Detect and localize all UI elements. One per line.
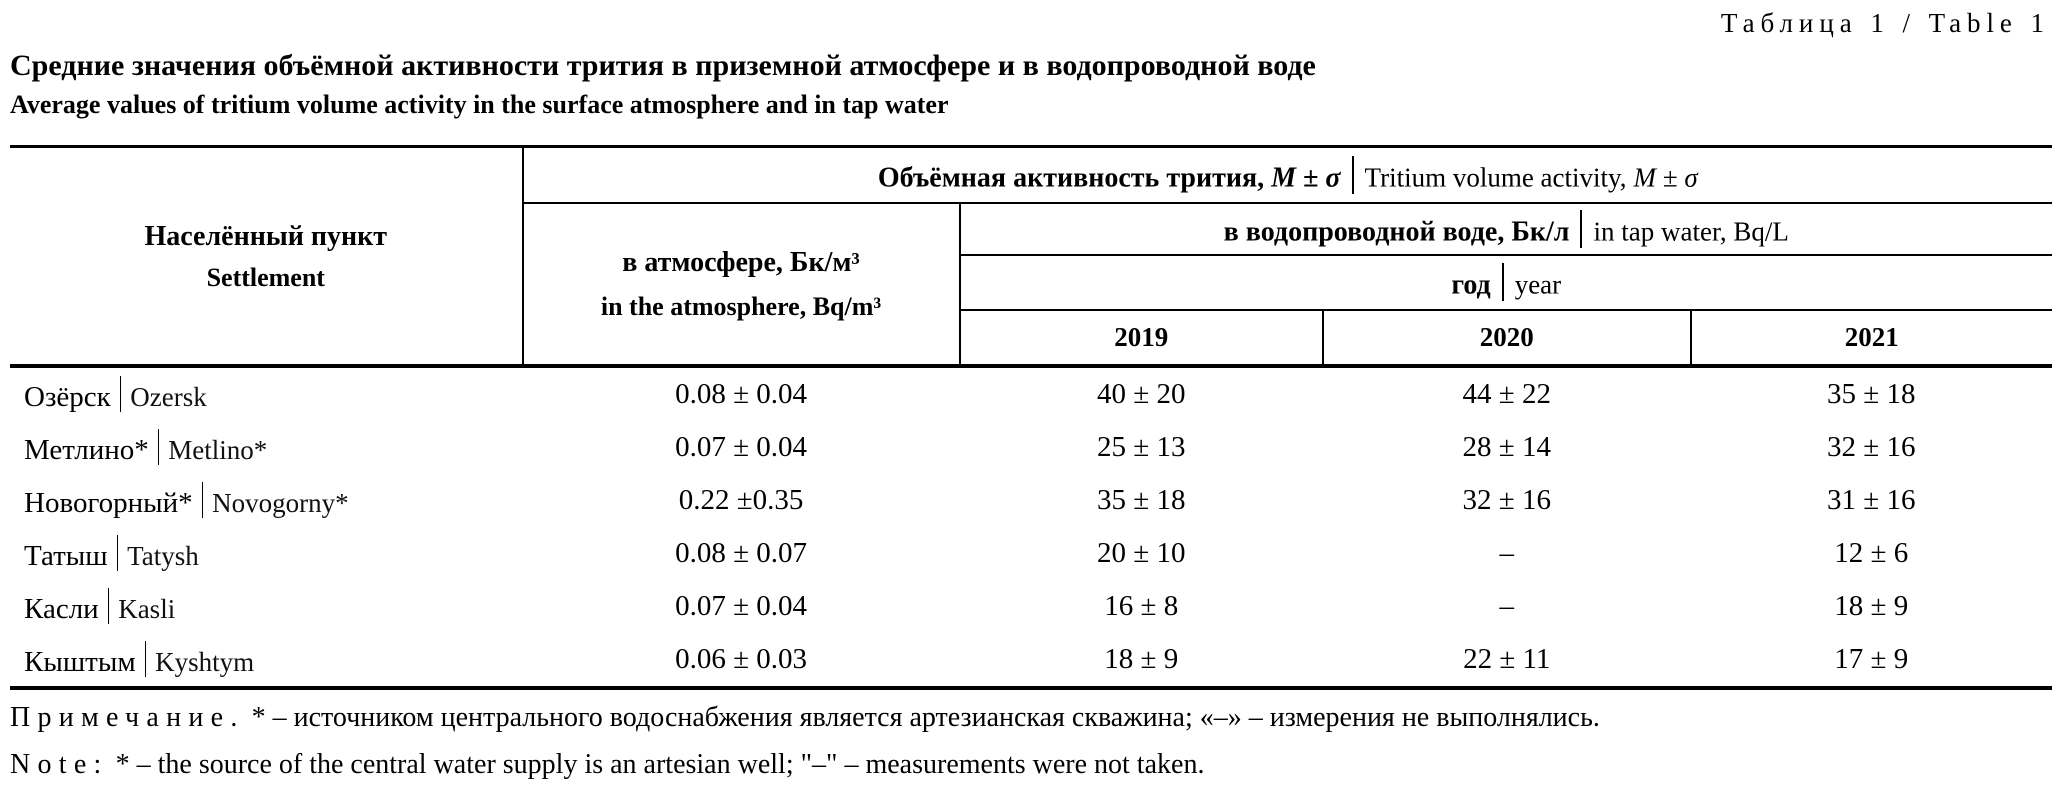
atmosphere-value-cell: 0.22 ±0.35	[678, 484, 804, 516]
value-2021-cell: 18 ± 9	[1834, 590, 1909, 622]
activity-header-cell	[523, 147, 2052, 204]
activity-header-ru: Объёмная активность трития,	[877, 162, 1265, 194]
value-2021-cell: 32 ± 16	[1827, 431, 1916, 463]
atmosphere-header-cell	[523, 203, 960, 366]
value-2019-cell: 40 ± 20	[1097, 378, 1186, 410]
year-header-ru: год	[1451, 269, 1491, 301]
table-number-label: Таблица 1 / Table 1	[1720, 8, 2050, 38]
note-en-label: Note:	[10, 748, 109, 780]
settlement-ru: Касли	[24, 592, 99, 625]
note-ru-text: * – источником центрального водоснабжения является артезианская скважина; «–» – измерения не выполнялись.	[251, 702, 1600, 733]
table-row	[10, 580, 2052, 633]
tapwater-header-ru: в водопроводной воде, Бк/л	[1223, 216, 1570, 248]
value-2021-cell: 12 ± 6	[1834, 537, 1909, 569]
value-2021-cell: 31 ± 16	[1827, 484, 1916, 516]
tapwater-header-en: in tap water, Bq/L	[1593, 216, 1789, 247]
table-row	[10, 633, 2052, 688]
settlement-cell	[10, 421, 523, 474]
year-2021-header: 2021	[1691, 310, 2052, 366]
settlement-en: Metlino*	[168, 434, 268, 465]
note-ru-label: Примечание.	[10, 702, 245, 733]
separator-bar	[117, 535, 119, 571]
value-2019-cell: 20 ± 10	[1097, 537, 1186, 569]
year-header-cell	[960, 255, 2052, 310]
table-body	[10, 366, 2052, 688]
year-2020-header: 2020	[1323, 310, 1691, 366]
note-ru	[10, 699, 2052, 737]
settlement-header-en: Settlement	[206, 262, 325, 292]
value-2020-cell: 28 ± 14	[1462, 431, 1551, 463]
settlement-en: Tatysh	[127, 540, 199, 571]
note-en-text: * – the source of the central water supply is an artesian well; "–" – measurements were not taken.	[115, 748, 1205, 780]
settlement-en: Novogorny*	[212, 487, 349, 518]
value-2021-cell: 35 ± 18	[1827, 378, 1916, 410]
separator-bar	[1502, 263, 1504, 301]
atmosphere-value-cell: 0.08 ± 0.04	[675, 378, 807, 410]
atmosphere-header-ru: в атмосфере, Бк/м³	[622, 246, 860, 278]
separator-bar	[120, 376, 122, 412]
value-2020-cell: 22 ± 11	[1463, 643, 1551, 675]
header-row-activity	[10, 147, 2052, 204]
settlement-ru: Метлино*	[24, 433, 149, 466]
value-2019-cell: 35 ± 18	[1097, 484, 1186, 516]
settlement-ru: Кыштым	[24, 645, 136, 678]
settlement-cell	[10, 580, 523, 633]
activity-msigma-ru: M ± σ	[1271, 162, 1341, 194]
settlement-cell	[10, 366, 523, 421]
table-title-ru: Средние значения объёмной активности трития в приземной атмосфере и в водопроводной воде	[10, 49, 1316, 82]
table-row	[10, 527, 2052, 580]
table-header	[10, 147, 2052, 367]
separator-bar	[145, 641, 147, 677]
separator-bar	[202, 482, 204, 518]
settlement-cell	[10, 527, 523, 580]
settlement-en: Kasli	[118, 593, 176, 624]
activity-msigma-en: M ± σ	[1633, 162, 1698, 193]
value-2020-cell: 32 ± 16	[1462, 484, 1551, 516]
settlement-en: Ozersk	[130, 381, 207, 412]
table-row	[10, 474, 2052, 527]
atmosphere-value-cell: 0.07 ± 0.04	[675, 590, 807, 622]
value-2020-cell: –	[1499, 590, 1514, 622]
activity-header-en: Tritium volume activity,	[1364, 162, 1627, 193]
separator-bar	[108, 588, 110, 624]
value-2020-cell: –	[1499, 537, 1514, 569]
year-header-en: year	[1514, 269, 1562, 300]
settlement-header-ru: Населённый пункт	[144, 220, 388, 252]
separator-bar	[1352, 156, 1354, 194]
value-2019-cell: 25 ± 13	[1097, 431, 1186, 463]
tritium-table	[10, 145, 2052, 690]
settlement-cell	[10, 474, 523, 527]
value-2019-cell: 18 ± 9	[1104, 643, 1179, 675]
settlement-ru: Новогорный*	[24, 486, 193, 519]
year-2019-header: 2019	[960, 310, 1323, 366]
separator-bar	[1580, 210, 1582, 248]
settlement-ru: Татыш	[24, 539, 108, 572]
table-title-en: Average values of tritium volume activity in the surface atmosphere and in tap water	[10, 89, 949, 119]
atmosphere-value-cell: 0.08 ± 0.07	[675, 537, 807, 569]
atmosphere-value-cell: 0.07 ± 0.04	[675, 431, 807, 463]
settlement-ru: Озёрск	[24, 380, 111, 413]
table-row	[10, 421, 2052, 474]
atmosphere-header-en: in the atmosphere, Bq/m³	[600, 291, 882, 321]
settlement-en: Kyshtym	[155, 646, 255, 677]
settlement-header-cell	[10, 147, 523, 367]
value-2021-cell: 17 ± 9	[1834, 643, 1909, 675]
note-en	[10, 746, 2052, 784]
atmosphere-value-cell: 0.06 ± 0.03	[675, 643, 807, 675]
value-2020-cell: 44 ± 22	[1462, 378, 1551, 410]
settlement-cell	[10, 633, 523, 688]
separator-bar	[158, 429, 160, 465]
tapwater-header-cell	[960, 203, 2052, 255]
table-row	[10, 366, 2052, 421]
value-2019-cell: 16 ± 8	[1104, 590, 1179, 622]
